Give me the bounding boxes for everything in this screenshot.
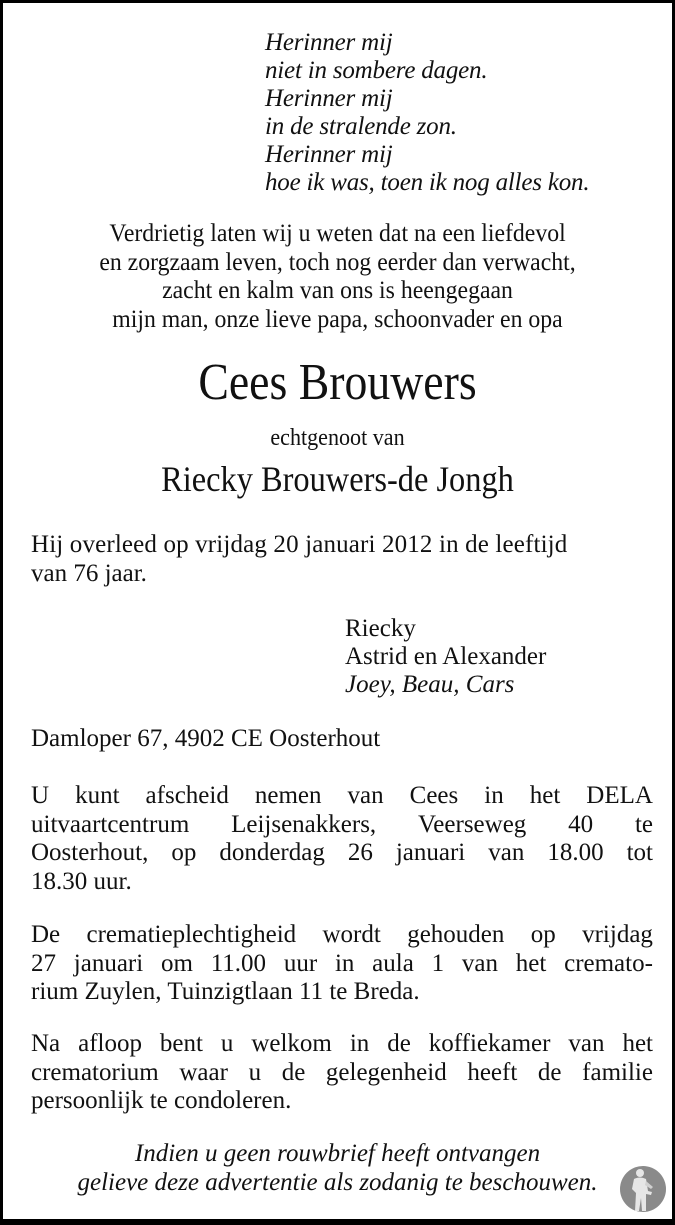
family-signatories [345,615,546,699]
word: het [529,782,561,809]
word: de [387,1030,411,1057]
announcement-intro [20,220,656,334]
farewell-line: 18.30 uur. [31,867,132,895]
word: Cees [409,782,459,809]
death-notice-line: van 76 jaar. [31,559,147,587]
word: van [461,949,498,977]
poem-line: Herinner mij [265,85,393,112]
word: afloop [78,1030,142,1057]
word: gehouden [407,921,505,948]
word: de [281,1058,306,1086]
grandchildren: Joey, Beau, Cars [345,671,515,698]
family-member: Riecky [345,615,416,642]
death-notice-line: Hij overleed op vrijdag 20 januari 2012 in de leeftijd [31,531,568,558]
word: crematorium [31,1058,159,1086]
word: De [31,921,61,948]
farewell-line [31,811,653,840]
word: nemen [254,782,322,809]
word: in [334,949,355,977]
word: Oosterhout, [31,839,149,866]
memorial-figure-logo-icon [619,1165,667,1213]
word: U [31,782,50,809]
death-notice [31,531,653,588]
closing-note [3,1140,672,1197]
intro-line: en zorgzaam leven, toch nog eerder dan verwacht, [99,248,576,276]
family-member: Astrid en Alexander [345,643,547,670]
poem-line: in de stralende zon. [265,113,457,140]
deceased-name: Cees Brouwers [198,354,477,411]
word: uitvaartcentrum [31,810,190,838]
farewell-line [31,782,653,811]
word: DELA [586,782,653,809]
word: donderdag [219,839,325,866]
word: bent [159,1030,203,1057]
word: januari [73,949,144,977]
reception-line: persoonlijk te condoleren. [31,1087,292,1114]
word: de [537,1058,562,1086]
intro-line: zacht en kalm van ons is heengegaan [162,277,513,304]
word: u [220,1030,234,1057]
word: van [347,782,384,809]
word: wordt [322,921,381,948]
word: in [349,1030,370,1057]
poem-line: Herinner mij [265,141,393,168]
word: 40 [568,810,594,838]
reception-line [31,1059,653,1088]
word: op [530,921,556,948]
word: te [634,810,653,838]
word: Veerseweg [418,810,527,838]
word: 26 [347,839,373,866]
word: aula [372,949,414,977]
word: uur [283,949,318,977]
word: 1 [431,949,445,977]
reception-paragraph [31,1030,653,1116]
farewell-paragraph [31,782,653,896]
word: cremato- [564,949,653,977]
intro-line: Verdrietig laten wij u weten dat na een liefdevol [109,220,566,247]
closing-line: Indien u geen rouwbrief heeft ontvangen [134,1140,541,1167]
reception-line [31,1030,653,1059]
word: heeft [467,1058,518,1086]
word: van [568,1030,605,1057]
poem [265,29,589,197]
word: vrijdag [582,921,653,948]
word: afscheid [145,782,229,809]
cremation-line: rium Zuylen, Tuinzigtlaan 11 te Breda. [31,978,420,1005]
word: op [171,839,197,866]
cremation-line [31,950,653,979]
word: welkom [251,1030,332,1057]
word: Leijsenakkers, [231,810,377,838]
word: 27 [31,949,56,977]
poem-line: niet in sombere dagen. [265,57,488,84]
relation-label: echtgenoot van [270,425,405,451]
word: het [622,1030,653,1057]
word: gelegenheid [325,1058,447,1086]
word: van [488,839,525,866]
word: Na [31,1030,61,1057]
word: kunt [75,782,120,809]
word: familie [582,1058,653,1086]
word: om [160,949,193,977]
cremation-line [31,921,653,950]
poem-line: Herinner mij [265,29,393,56]
word: januari [395,839,466,866]
word: het [515,949,547,977]
poem-line: hoe ik was, toen ik nog alles kon. [265,169,590,196]
word: 18.00 [547,839,604,866]
word: koffiekamer [428,1030,551,1057]
word: crematieplechtigheid [86,921,297,948]
spouse-name: Riecky Brouwers-de Jongh [161,459,514,499]
home-address: Damloper 67, 4902 CE Oosterhout [31,725,381,752]
farewell-line [31,839,653,868]
cremation-paragraph [31,921,653,1007]
word: tot [626,839,653,866]
word: u [248,1058,262,1086]
word: 11.00 [210,949,267,977]
intro-line: mijn man, onze lieve papa, schoonvader en opa [112,305,563,333]
word: in [484,782,504,809]
word: waar [179,1058,228,1086]
closing-line: gelieve deze advertentie als zodanig te beschouwen. [77,1168,598,1196]
